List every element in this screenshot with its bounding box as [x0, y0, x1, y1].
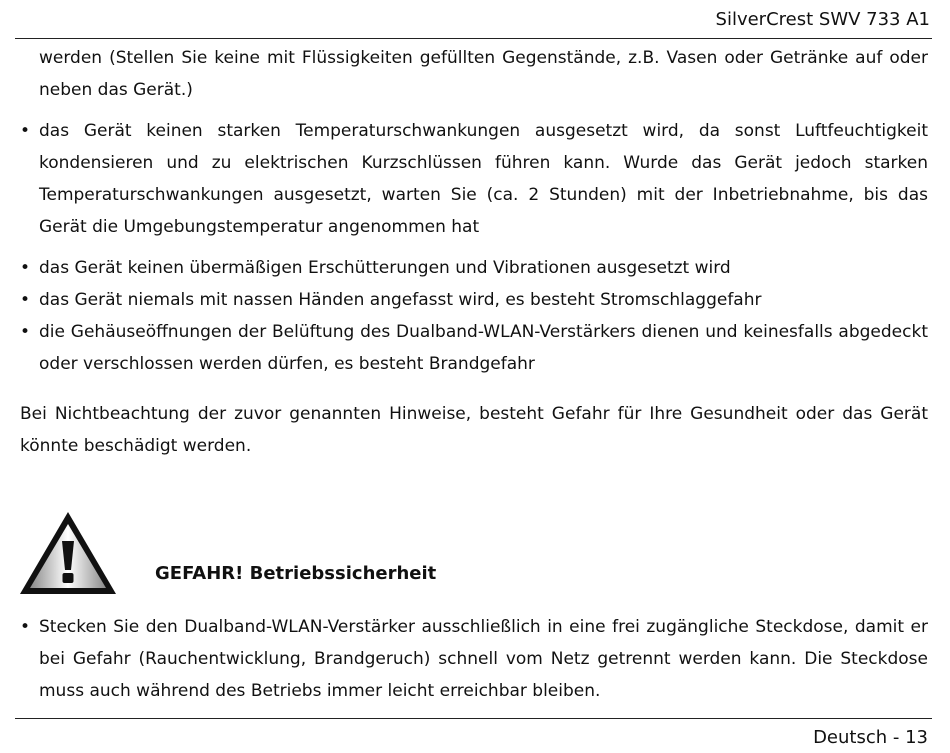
- footer-divider: [15, 718, 932, 719]
- list-item: [20, 611, 928, 707]
- main-content: [20, 42, 928, 462]
- warning-heading: GEFAHR! Betriebssicherheit: [155, 563, 437, 584]
- document-header-title: SilverCrest SWV 733 A1: [715, 9, 930, 30]
- list-item-text: das Gerät keinen übermäßigen Erschütterungen und Vibrationen ausgesetzt wird: [39, 258, 731, 278]
- safety-content: [20, 611, 928, 707]
- list-item-text: das Gerät keinen starken Temperaturschwankungen ausgesetzt wird, da sonst Luftfeuchtigkeit kondensieren und zu elektrischen Kurzschlüssen führen kann. Wurde das Gerät jedoch starken Temperaturschwankungen ausgesetzt, warten Sie (ca. 2 Stunden) mit der Inbetriebnahme, bis das Gerät die Umgebungstemperatur angenommen hat: [39, 121, 928, 237]
- warning-triangle-icon: [18, 510, 118, 596]
- list-item: [20, 316, 928, 380]
- list-item: [20, 252, 928, 284]
- list-item: [20, 115, 928, 243]
- bullet-marker: •: [20, 322, 31, 342]
- intro-continuation-paragraph: werden (Stellen Sie keine mit Flüssigkeiten gefüllten Gegenstände, z.B. Vasen oder Getränke auf oder neben das Gerät.): [39, 48, 928, 100]
- page-number: Deutsch - 13: [813, 727, 928, 748]
- safety-list: [20, 611, 928, 707]
- notice-paragraph: Bei Nichtbeachtung der zuvor genannten Hinweise, besteht Gefahr für Ihre Gesundheit oder das Gerät könnte beschädigt werden.: [20, 404, 928, 456]
- warning-section: [18, 510, 928, 600]
- bullet-marker: •: [20, 617, 31, 637]
- bullet-marker: •: [20, 290, 31, 310]
- list-item-text: das Gerät niemals mit nassen Händen angefasst wird, es besteht Stromschlaggefahr: [39, 290, 762, 310]
- list-item: [20, 284, 928, 316]
- precaution-list: [20, 115, 928, 380]
- list-item-text: Stecken Sie den Dualband-WLAN-Verstärker ausschließlich in eine frei zugängliche Steckdose, damit er bei Gefahr (Rauchentwicklung, Brandgeruch) schnell vom Netz getrennt werden kann. Die Steckdose muss auch während des Betriebs immer leicht erreichbar bleiben.: [39, 617, 928, 701]
- bullet-marker: •: [20, 258, 31, 278]
- list-item-text: die Gehäuseöffnungen der Belüftung des Dualband-WLAN-Verstärkers dienen und keinesfalls abgedeckt oder verschlossen werden dürfen, es besteht Brandgefahr: [39, 322, 928, 374]
- header-divider: [15, 38, 932, 39]
- bullet-marker: •: [20, 121, 31, 141]
